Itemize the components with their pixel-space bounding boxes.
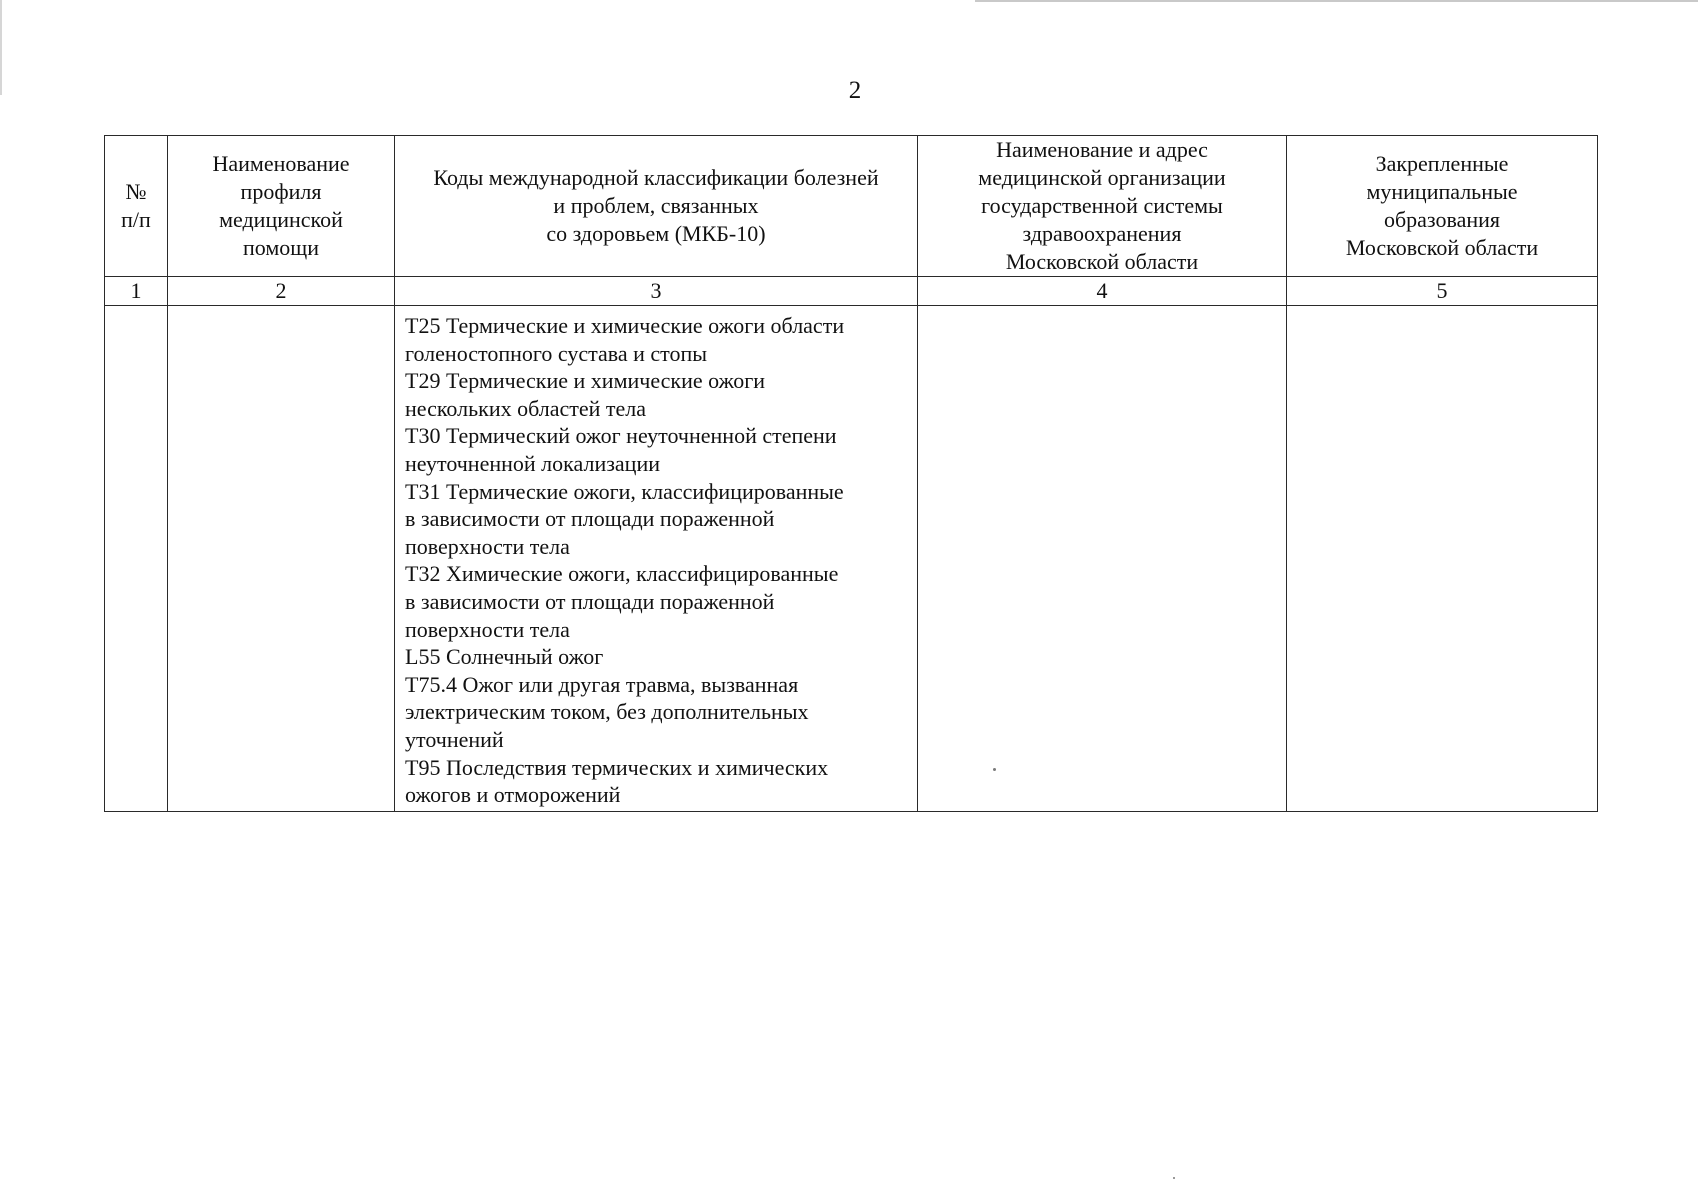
code-line: T32 Химические ожоги, классифицированные	[405, 561, 839, 587]
row-municipalities-cell	[1287, 306, 1598, 812]
scan-edge-top	[975, 0, 1698, 2]
code-line: голеностопного сустава и стопы	[405, 340, 708, 366]
column-number: 4	[918, 277, 1287, 306]
code-line: T31 Термические ожоги, классифицированные	[405, 478, 844, 504]
row-organization-cell	[918, 306, 1287, 812]
header-municipalities: Закрепленные муниципальные образования Московской области	[1287, 136, 1598, 277]
code-line: нескольких областей тела	[405, 395, 647, 421]
header-profile: Наименование профиля медицинской помощи	[168, 136, 395, 277]
codes-table	[104, 135, 1598, 812]
code-line: в зависимости от площади пораженной	[405, 506, 775, 532]
table-header-row	[105, 136, 1598, 277]
header-organization: Наименование и адрес медицинской организации государственной системы здравоохранения Московской области	[918, 136, 1287, 277]
row-codes-cell	[395, 306, 918, 812]
header-number: № п/п	[105, 136, 168, 277]
header-codes: Коды международной классификации болезней и проблем, связанных со здоровьем (МКБ-10)	[395, 136, 918, 277]
page-number: 2	[848, 77, 862, 104]
code-line: в зависимости от площади пораженной	[405, 588, 775, 614]
code-line: T95 Последствия термических и химических	[405, 754, 829, 780]
code-line: ожогов и отморожений	[405, 782, 621, 808]
scan-speck	[1173, 1177, 1175, 1179]
column-number: 3	[395, 277, 918, 306]
code-line: поверхности тела	[405, 533, 570, 559]
code-line: T75.4 Ожог или другая травма, вызванная	[405, 671, 799, 697]
code-line: уточнений	[405, 726, 504, 752]
code-line: неуточненной локализации	[405, 450, 660, 476]
code-line: L55 Солнечный ожог	[405, 644, 604, 670]
column-number: 2	[168, 277, 395, 306]
code-line: электрическим током, без дополнительных	[405, 699, 809, 725]
table-row	[105, 306, 1598, 812]
column-number-row	[105, 277, 1598, 306]
column-number: 5	[1287, 277, 1598, 306]
code-line: T30 Термический ожог неуточненной степени	[405, 423, 837, 449]
code-line: поверхности тела	[405, 616, 570, 642]
code-line: T25 Термические и химические ожоги области	[405, 313, 845, 338]
code-line: T29 Термические и химические ожоги	[405, 368, 766, 394]
row-number-cell	[105, 306, 168, 812]
scan-speck	[993, 768, 996, 771]
column-number: 1	[105, 277, 168, 306]
row-profile-cell	[168, 306, 395, 812]
